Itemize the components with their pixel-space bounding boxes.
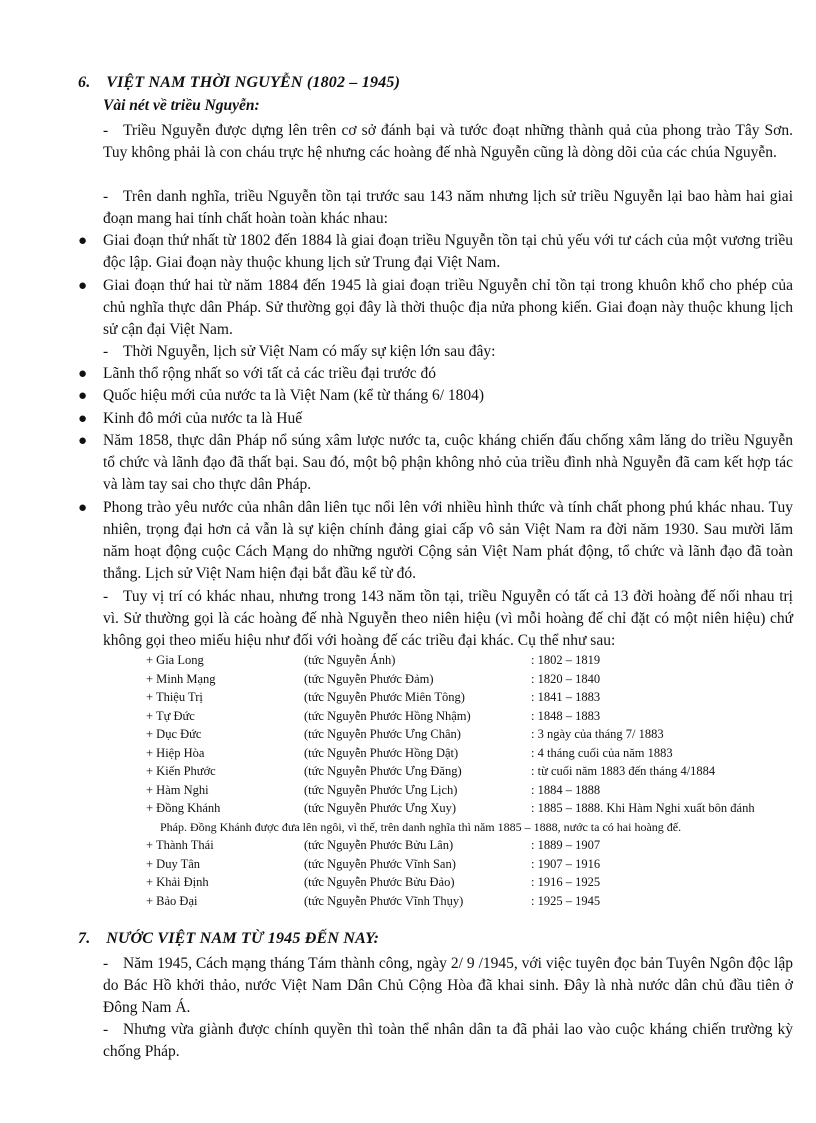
bullet-period-two: ● Giai đoạn thứ hai từ năm 1884 đến 1945 là giai đoạn triều Nguyễn chỉ tồn tại trong khuôn khổ cho phép của chủ nghĩa thực dân Pháp. Sử thường gọi đây là thời thuộc địa nửa phong kiến. Giai đoạn này thuộc khung lịch sử cận đại Việt Nam. xyxy=(78,277,793,338)
section-6-title: VIỆT NAM THỜI NGUYỄN (1802 – 1945) xyxy=(106,74,401,91)
paragraph-intro: - Triều Nguyễn được dựng lên trên cơ sở đánh bại và tước đoạt những thành quả của phong trào Tây Sơn. Tuy không phải là con cháu trực hệ nhưng các hoàng đế nhà Nguyễn cũng là dòng dõi của các chúa Nguyễn. xyxy=(103,120,793,164)
bullet-french-invasion: ● Năm 1858, thực dân Pháp nổ súng xâm lược nước ta, cuộc kháng chiến đấu chống xâm lăng do triều Nguyễn tổ chức và lãnh đạo đã thất bại. Sau đó, một bộ phận không nhỏ của triều đình nhà Nguyễn đã cam kết hợp tác và làm tay sai cho thực dân Pháp. xyxy=(78,432,793,493)
bullet-icon: ● xyxy=(78,278,88,294)
document-page: 6. VIỆT NAM THỜI NGUYỄN (1802 – 1945) Vài nét về triều Nguyễn: - Triều Nguyễn được dựng lên trên cơ sở đánh bại và tước đoạt những thành quả của phong trào Tây Sơn. Tuy không phải là con cháu trực hệ nhưng các hoàng đế nhà Nguyễn cũng là dòng dõi của các chúa Nguyễn. - Trên danh nghĩa, triều Nguyễn tồn tại trước sau 143 năm nhưng lịch sử triều Nguyễn lại bao hàm hai giai đoạn mang hai tính chất hoàn toàn khác nhau: ● Giai đoạn thứ nhất từ 1802 đến 1884 là giai đoạn triều Nguyễn tồn tại chủ yếu với tư cách của một vương triều độc lập. Giai đoạn này thuộc khung lịch sử Trung đại Việt Nam. ● Giai đoạn thứ hai từ năm 1884 đến 1945 là giai đoạn triều Nguyễn chỉ tồn tại trong khuôn khổ cho phép của chủ nghĩa thực dân Pháp. Sử thường gọi đây là thời thuộc địa nửa phong kiến. Giai đoạn này thuộc khung lịch sử cận đại Việt Nam. - Thời Nguyễn, lịch sử Việt Nam có mấy sự kiện lớn sau đây: ● Lãnh thổ rộng nhất so với tất cả các triều đại trước đó ● Quốc hiệu mới của nước ta là Việt Nam (kể từ tháng 6/ 1804) ● Kinh đô mới của nước ta là Huế ● Năm 1858, thực dân Pháp nổ súng xâm lược nước ta, cuộc kháng chiến đấu chống xâm lăng do triều Nguyễn tổ chức và lãnh đạo đã thất bại. Sau đó, một bộ phận không nhỏ của triều đình nhà Nguyễn đã cam kết hợp tác và làm tay sai cho thực dân Pháp. ● Phong trào yêu nước của nhân dân liên tục nổi lên với nhiều hình thức và tính chất phong phú khác nhau. Tuy nhiên, trọng đại hơn cả vẫn là sự kiện chính đảng giai cấp vô sản Việt Nam ra đời năm 1930. Sau mười lăm năm hoạt động cuộc Cách Mạng do những người Cộng sản Việt Nam phát động, tổ chức và lãnh đạo đã toàn thắng. Lịch sử Việt Nam hiện đại bắt đầu kể từ đó. - Tuy vị trí có khác nhau, nhưng trong 143 năm tồn tại, triều Nguyễn có tất cả 13 đời hoàng đế nối nhau trị vì. Sử thường gọi là các hoàng đế nhà Nguyễn theo niên hiệu (vì mỗi hoàng đế chỉ đặt có một niên hiệu) chứ không gọi theo miếu hiệu như đối với hoàng đế các triều đại khác. Cụ thể như sau: + Gia Long (tức Nguyễn Ánh) : 1802 – 1819 + Minh Mạng (tức Nguyễn Phước Đảm) : 1820 – 1840 + Thiệu Trị (tức Nguyễn Phước Miên Tông) : 1841 – 1883 + Tự Đức (tức Nguyễn Phước Hồng Nhậm) : 1848 – 1883 + Dục Đức (tức Nguyễn Phước Ưng Chân) : 3 ngày của tháng 7/ 1883 + Hiệp Hòa (tức Nguyễn Phước Hồng Dật) : 4 tháng cuối của năm 1883 + Kiến Phước (tức Nguyễn Phước Ưng Đăng) : từ cuối năm 1883 đến tháng 4/1884 + Hàm Nghi (tức Nguyễn Phước Ưng Lịch) : 1884 – 1888 + Đồng Khánh (tức Nguyễn Phước Ưng Xuy) : 1885 – 1888. Khi Hàm Nghi xuất bôn đánh Pháp. Đồng Khánh được đưa lên ngôi, vì thế, trên danh nghĩa thì năm 1885 – 1888, nước ta có hai hoàng đế. + Thành Thái (tức Nguyễn Phước Bửu Lân) : 1889 – 1907 + Duy Tân (tức Nguyễn Phước Vĩnh San) : 1907 – 1916 + Khải Định (tức Nguyễn Phước Bửu Đảo) : 1916 – 1925 + Bảo Đại (tức Nguyễn Phước Vĩnh Thụy) : 1925 – 1945 7. NƯỚC VIỆT NAM TỪ 1945 ĐẾN NAY: - Năm 1945, Cách mạng tháng Tám thành công, ngày 2/ 9 /1945, với việc tuyên đọc bản Tuyên Ngôn độc lập do Bác Hồ khởi thảo, nước Việt Nam Dân Chủ Cộng Hòa đã khai sinh. Đây là nhà nước dân chủ đầu tiên ở Đông Nam Á. - Nhưng vừa giành được chính quyền thì toàn thể nhân dân ta đã phải lao vào cuộc kháng chiến trường kỳ chống Pháp. xyxy=(0,0,816,1123)
section-6-subtitle: Vài nét về triều Nguyễn: xyxy=(103,97,260,114)
section-7-number: 7. xyxy=(78,930,91,947)
bullet-icon: ● xyxy=(78,433,88,449)
section-6-heading xyxy=(78,74,400,92)
bullet-period-one: ● Giai đoạn thứ nhất từ 1802 đến 1884 là giai đoạn triều Nguyễn tồn tại chủ yếu với tư cách của một vương triều độc lập. Giai đoạn này thuộc khung lịch sử Trung đại Việt Nam. xyxy=(78,232,793,271)
bullet-icon: ● xyxy=(78,500,88,516)
bullet-icon: ● xyxy=(78,411,88,427)
bullet-icon: ● xyxy=(78,233,88,249)
section-6-number: 6. xyxy=(78,74,91,91)
paragraph-two-periods: - Trên danh nghĩa, triều Nguyễn tồn tại trước sau 143 năm nhưng lịch sử triều Nguyễn lại bao hàm hai giai đoạn mang hai tính chất hoàn toàn khác nhau: xyxy=(103,186,793,230)
bullet-icon: ● xyxy=(78,366,88,382)
bullet-country-name: ● Quốc hiệu mới của nước ta là Việt Nam (kể từ tháng 6/ 1804) xyxy=(78,385,793,407)
bullet-territory: ● Lãnh thổ rộng nhất so với tất cả các triều đại trước đó xyxy=(78,363,793,385)
paragraph-resistance: - Nhưng vừa giành được chính quyền thì toàn thể nhân dân ta đã phải lao vào cuộc kháng chiến trường kỳ chống Pháp. xyxy=(103,1019,793,1063)
section-7-heading xyxy=(78,930,379,948)
paragraph-revolution: - Năm 1945, Cách mạng tháng Tám thành công, ngày 2/ 9 /1945, với việc tuyên đọc bản Tuyên Ngôn độc lập do Bác Hồ khởi thảo, nước Việt Nam Dân Chủ Cộng Hòa đã khai sinh. Đây là nhà nước dân chủ đầu tiên ở Đông Nam Á. xyxy=(103,953,793,1019)
section-7-title: NƯỚC VIỆT NAM TỪ 1945 ĐẾN NAY: xyxy=(106,930,380,947)
bullet-icon: ● xyxy=(78,388,88,404)
bullet-capital: ● Kinh đô mới của nước ta là Huế xyxy=(78,408,793,430)
paragraph-major-events: - Thời Nguyễn, lịch sử Việt Nam có mấy sự kiện lớn sau đây: xyxy=(103,341,793,363)
paragraph-emperors: - Tuy vị trí có khác nhau, nhưng trong 143 năm tồn tại, triều Nguyễn có tất cả 13 đời hoàng đế nối nhau trị vì. Sử thường gọi là các hoàng đế nhà Nguyễn theo niên hiệu (vì mỗi hoàng đế chỉ đặt có một niên hiệu) chứ không gọi theo miếu hiệu như đối với hoàng đế các triều đại khác. Cụ thể như sau: xyxy=(103,586,793,652)
bullet-patriotic-movement: ● Phong trào yêu nước của nhân dân liên tục nổi lên với nhiều hình thức và tính chất phong phú khác nhau. Tuy nhiên, trọng đại hơn cả vẫn là sự kiện chính đảng giai cấp vô sản Việt Nam ra đời năm 1930. Sau mười lăm năm hoạt động cuộc Cách Mạng do những người Cộng sản Việt Nam phát động, tổ chức và lãnh đạo đã toàn thắng. Lịch sử Việt Nam hiện đại bắt đầu kể từ đó. xyxy=(78,499,793,582)
